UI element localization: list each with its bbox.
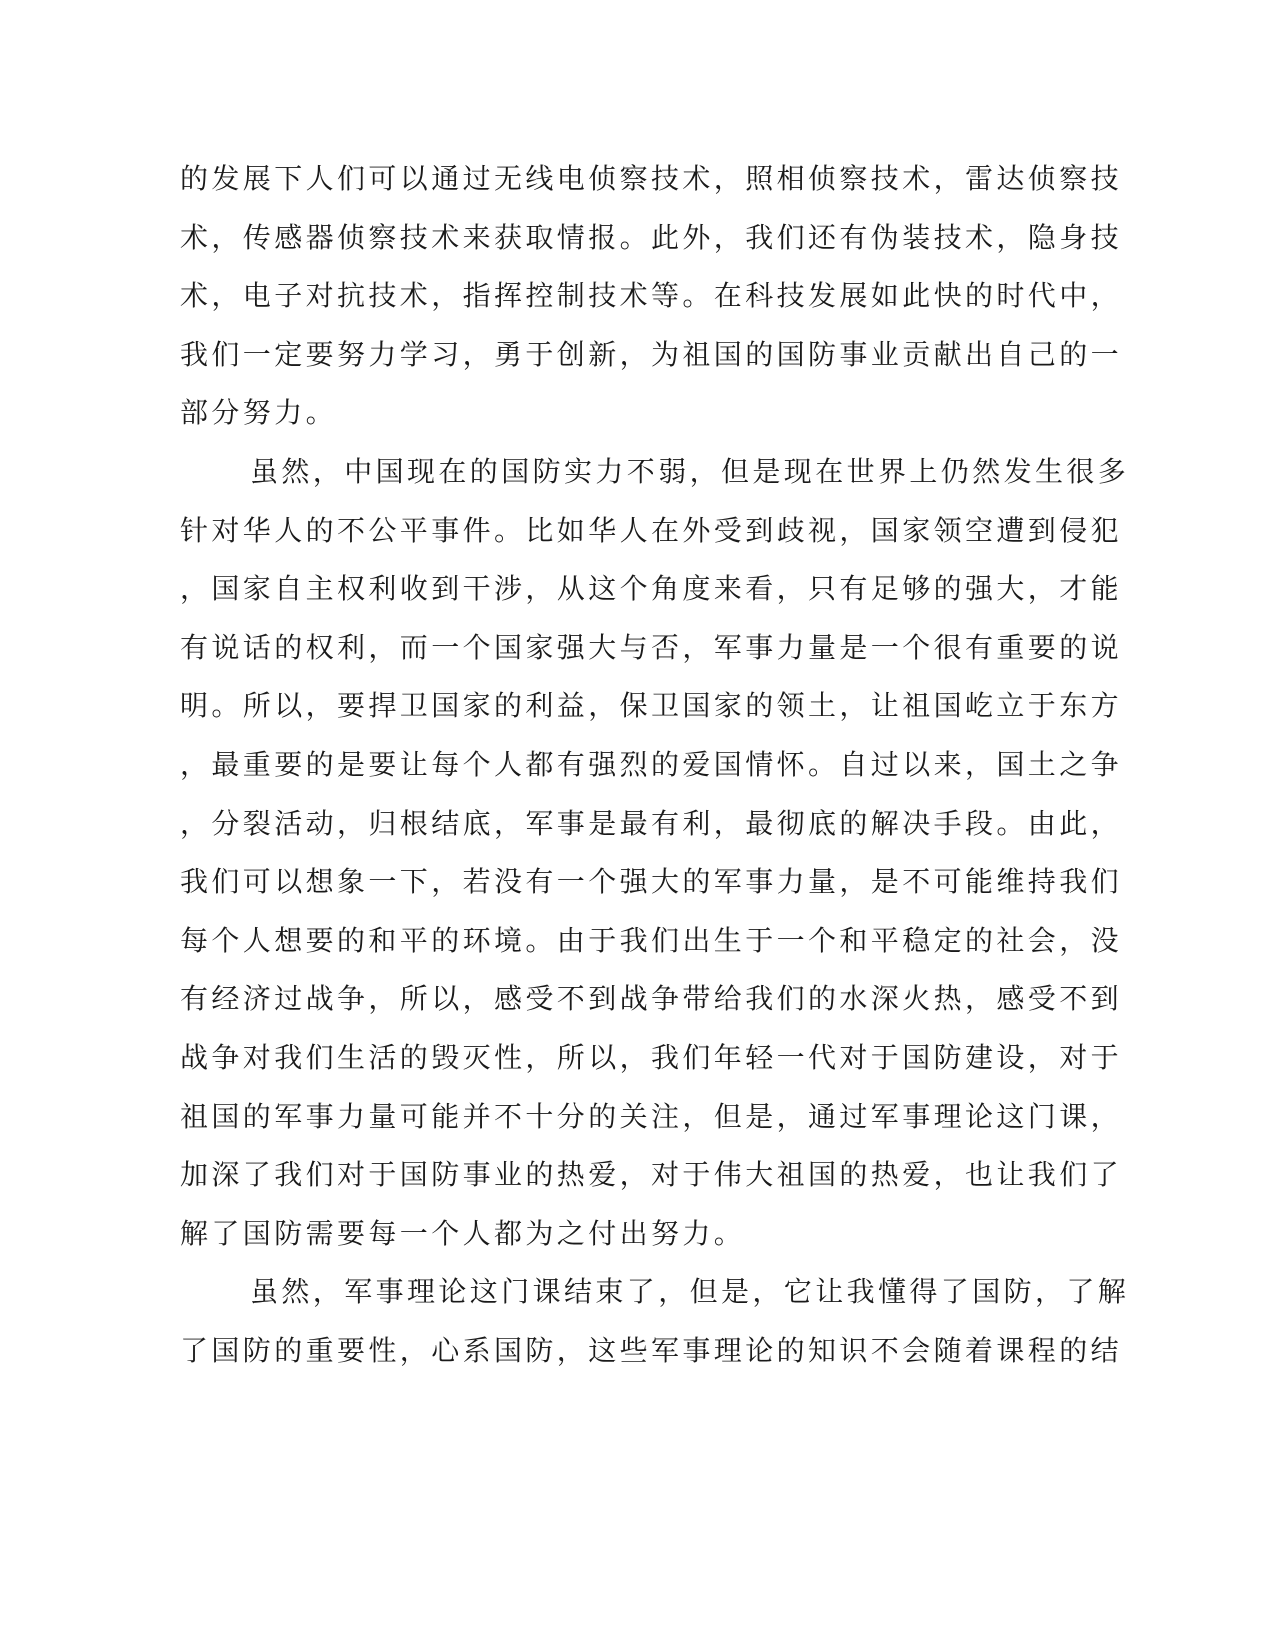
text-line: ，分裂活动，归根结底，军事是最有利，最彻底的解决手段。由此， (180, 806, 1123, 840)
text-line: 术，电子对抗技术，指挥控制技术等。在科技发展如此快的时代中， (180, 279, 1123, 313)
text-line: 战争对我们生活的毁灭性，所以，我们年轻一代对于国防建设，对于 (180, 1040, 1123, 1074)
text-line: 有说话的权利，而一个国家强大与否，军事力量是一个很有重要的说 (180, 630, 1123, 664)
text-line: 部分努力。 (180, 396, 338, 430)
text-line: ，最重要的是要让每个人都有强烈的爱国情怀。自过以来，国土之争 (180, 747, 1123, 781)
text-line: 我们可以想象一下，若没有一个强大的军事力量，是不可能维持我们 (180, 865, 1123, 899)
text-line: 针对华人的不公平事件。比如华人在外受到歧视，国家领空遭到侵犯 (180, 513, 1123, 547)
text-line: 了国防的重要性，心系国防，这些军事理论的知识不会随着课程的结 (180, 1333, 1123, 1367)
body-text (180, 150, 1130, 1380)
text-line: 祖国的军事力量可能并不十分的关注，但是，通过军事理论这门课， (180, 1099, 1123, 1133)
text-line: 每个人想要的和平的环境。由于我们出生于一个和平稳定的社会，没 (180, 923, 1123, 957)
text-line: 解了国防需要每一个人都为之付出努力。 (180, 1216, 746, 1250)
text-line: 的发展下人们可以通过无线电侦察技术，照相侦察技术，雷达侦察技 (180, 162, 1123, 195)
text-line: ，国家自主权利收到干涉，从这个角度来看，只有足够的强大，才能 (180, 572, 1123, 606)
text-line: 术，传感器侦察技术来获取情报。此外，我们还有伪装技术，隐身技 (180, 220, 1123, 254)
text-line: 我们一定要努力学习，勇于创新，为祖国的国防事业贡献出自己的一 (180, 337, 1123, 371)
paragraph-first-line: 虽然，中国现在的国防实力不弱，但是现在世界上仍然发生很多 (250, 454, 1130, 488)
text-line: 加深了我们对于国防事业的热爱，对于伟大祖国的热爱，也让我们了 (180, 1158, 1123, 1192)
text-line: 有经济过战争，所以，感受不到战争带给我们的水深火热，感受不到 (180, 982, 1123, 1016)
text-line: 明。所以，要捍卫国家的利益，保卫国家的领土，让祖国屹立于东方 (180, 689, 1123, 723)
paragraph-first-line: 虽然，军事理论这门课结束了，但是，它让我懂得了国防，了解 (250, 1275, 1130, 1309)
